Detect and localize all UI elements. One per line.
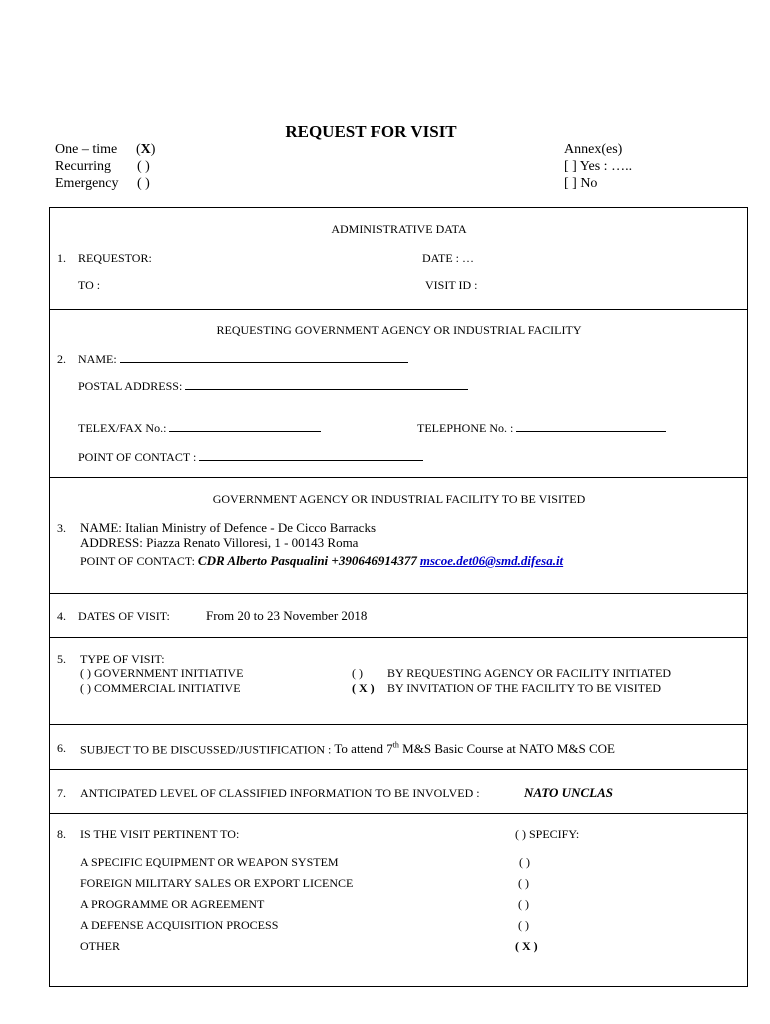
pertinent-item-label: OTHER [80, 939, 120, 953]
visited-name: NAME: Italian Ministry of Defence - De Cicco Barracks [80, 520, 377, 535]
annex-yes[interactable]: [ ] Yes : ….. [564, 159, 633, 174]
subject-label: SUBJECT TO BE DISCUSSED/JUSTIFICATION : [80, 742, 332, 757]
subject-value-sup: th [392, 741, 399, 750]
section-number: 6. [57, 741, 66, 755]
page-title: REQUEST FOR VISIT [285, 122, 457, 141]
by-requesting-label: BY REQUESTING AGENCY OR FACILITY INITIATED [387, 666, 672, 680]
divider [49, 637, 748, 638]
telex-fax-field[interactable] [78, 421, 321, 436]
pertinent-item-checkbox[interactable]: ( ) [518, 897, 529, 911]
pertinent-item-label: FOREIGN MILITARY SALES OR EXPORT LICENCE [80, 876, 354, 890]
date-field[interactable]: DATE : … [422, 251, 474, 265]
divider [49, 769, 748, 770]
name-line [120, 352, 408, 363]
section-number: 8. [57, 827, 66, 841]
visited-poc-email[interactable]: mscoe.det06@smd.difesa.it [419, 553, 564, 568]
annex-no[interactable]: [ ] No [564, 176, 598, 191]
recurring-label: Recurring [55, 159, 111, 174]
by-requesting-checkbox[interactable]: ( ) [352, 666, 363, 680]
poc-field[interactable] [78, 450, 423, 465]
one-time-mark: X [140, 142, 151, 157]
pertinent-item-checkbox[interactable]: ( X ) [515, 939, 538, 953]
by-invitation-label: BY INVITATION OF THE FACILITY TO BE VISITED [387, 681, 662, 695]
section-number: 7. [57, 786, 66, 800]
type-label: TYPE OF VISIT: [80, 652, 165, 666]
commercial-initiative-option[interactable]: ( ) COMMERCIAL INITIATIVE [80, 681, 241, 695]
emergency-checkbox[interactable]: ( ) [137, 176, 150, 191]
emergency-label: Emergency [55, 176, 119, 191]
divider [49, 477, 748, 478]
name-field[interactable] [78, 352, 408, 367]
section-number: 3. [57, 521, 66, 535]
one-time-label: One – time [55, 142, 118, 157]
requesting-header: REQUESTING GOVERNMENT AGENCY OR INDUSTRIAL FACILITY [216, 323, 582, 337]
divider [49, 813, 748, 814]
telephone-line [516, 421, 666, 432]
subject-row [80, 741, 615, 757]
telephone-field[interactable] [417, 421, 666, 436]
subject-value-pre: To attend 7 [334, 741, 393, 757]
dates-value: From 20 to 23 November 2018 [206, 608, 368, 623]
visit-id-field[interactable]: VISIT ID : [425, 278, 478, 292]
pertinent-item-label: A DEFENSE ACQUISITION PROCESS [80, 918, 279, 932]
dates-label: DATES OF VISIT: [78, 609, 170, 623]
telex-line [169, 421, 321, 432]
classified-label: ANTICIPATED LEVEL OF CLASSIFIED INFORMATION TO BE INVOLVED : [80, 786, 480, 800]
poc-label: POINT OF CONTACT : [78, 450, 197, 464]
government-initiative-option[interactable]: ( ) GOVERNMENT INITIATIVE [80, 666, 244, 680]
divider [49, 309, 748, 310]
pertinent-label: IS THE VISIT PERTINENT TO: [80, 827, 240, 841]
section-number: 2. [57, 352, 66, 366]
section-number: 4. [57, 609, 66, 623]
subject-value [334, 741, 615, 756]
pertinent-item-label: A PROGRAMME OR AGREEMENT [80, 897, 265, 911]
pertinent-item-checkbox[interactable]: ( ) [518, 918, 529, 932]
pertinent-item-label: A SPECIFIC EQUIPMENT OR WEAPON SYSTEM [80, 855, 339, 869]
requestor-field[interactable]: REQUESTOR: [78, 251, 152, 265]
postal-line [185, 379, 468, 390]
to-field[interactable]: TO : [78, 278, 101, 292]
postal-label: POSTAL ADDRESS: [78, 379, 183, 393]
section-number: 5. [57, 652, 66, 666]
visited-poc-label: POINT OF CONTACT: [80, 554, 195, 568]
recurring-checkbox[interactable]: ( ) [137, 159, 150, 174]
visited-poc-value: CDR Alberto Pasqualini +390646914377 [197, 553, 417, 568]
visited-header: GOVERNMENT AGENCY OR INDUSTRIAL FACILITY TO BE VISITED [212, 492, 586, 506]
pertinent-item-checkbox[interactable]: ( ) [518, 876, 529, 890]
section-number: 1. [57, 251, 66, 265]
telephone-label: TELEPHONE No. : [417, 421, 514, 435]
postal-address-field[interactable] [78, 379, 468, 394]
name-label: NAME: [78, 352, 117, 366]
classified-value: NATO UNCLAS [524, 785, 613, 800]
one-time-checkbox[interactable]: (X) [136, 142, 156, 157]
poc-line [199, 450, 423, 461]
divider [49, 593, 748, 594]
pertinent-item-checkbox[interactable]: ( ) [519, 855, 530, 869]
annex-label: Annex(es) [564, 142, 623, 157]
subject-value-post: M&S Basic Course at NATO M&S COE [402, 741, 615, 757]
divider [49, 724, 748, 725]
visited-address: ADDRESS: Piazza Renato Villoresi, 1 - 00143 Roma [80, 535, 359, 550]
specify-checkbox[interactable]: ( ) SPECIFY: [515, 827, 580, 841]
visited-poc [80, 553, 563, 569]
by-invitation-checkbox[interactable]: ( X ) [352, 681, 375, 695]
telex-label: TELEX/FAX No.: [78, 421, 167, 435]
admin-header: ADMINISTRATIVE DATA [331, 222, 467, 236]
